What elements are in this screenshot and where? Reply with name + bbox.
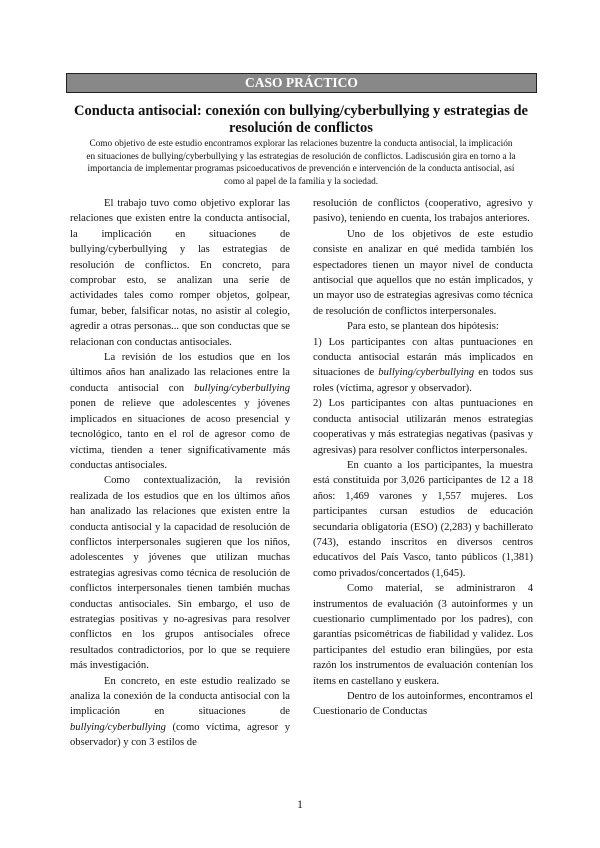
section-banner: CASO PRÁCTICO (66, 73, 537, 93)
right-paragraph-1: resolución de conflictos (cooperativo, agresivo y pasivo), teniendo en cuenta, los trabajos anteriores. (313, 198, 533, 225)
right-paragraph-3: Para esto, se plantean dos hipótesis: (347, 321, 499, 333)
left-column (70, 196, 290, 751)
abstract: Como objetivo de este estudio encontramos explorar las relaciones buzentre la conducta antisocial, la implicación en situaciones de bullying/cyberbullying y las estrategias de resolución de conflictos. Ladiscusión gira en torno a la importancia de implementar programas psicoeducativos de prevención e intervención de la conducta antisocial, así como al papel de la familia y la sociedad. (86, 139, 516, 187)
material-paragraph: Como material, se administraron 4 instrumentos de evaluación (3 autoinformes y un cuestionario cumplimentado por los padres), con garantías psicométricas de fiabilidad y validez. Los participantes del estudio eran bilingües, por esta razón los instrumentos de evaluación contenían los ítems en castellano y euskera. (313, 583, 533, 687)
article-title: Conducta antisocial: conexión con bullying/cyberbullying y estrategias de resolución de conflictos (74, 103, 528, 136)
left-paragraph-4: En concreto, en este estudio realizado se analiza la conexión de la conducta antisocial con la implicación en situaciones de bullying/cyberbullying (como víctima, agresor y observador) y con 3 estilos de (70, 675, 290, 749)
left-paragraph-3: Como contextualización, la revisión realizada de los estudios que en los últimos años han analizado las relaciones que existen entre la conducta antisocial y la capacidad de resolución de conflictos interpersonales sugieren que los niños, adolescentes y jóvenes que utilizan muchas estrategias agresivas como técnica de resolución de conflictos interpersonales tienen también muchas conductas antisociales. Sin embargo, el uso de estrategias positivas y no-agresivas para resolver conflictos en los grupos antisociales ofrece resultados contradictorios, por lo que se requiere más investigación. (70, 475, 290, 672)
hypothesis-1: 1) Los participantes con altas puntuaciones en conducta antisocial estarán más implicados en situaciones de bullying/cyberbullying en todos sus roles (víctima, agresor y observador). (313, 336, 533, 394)
page-number: 1 (297, 799, 303, 811)
participants-paragraph: En cuanto a los participantes, la muestra está constituida por 3,026 participantes de 12 a 18 años: 1,469 varones y 1,557 mujeres. Los participantes cursan estudios de educación secundaria obligatoria (ESO) (2,283) y bachillerato (743), estando inscritos en diversos centros educativos del País Vasco, tanto públicos (1,381) como privados/concertados (1,645). (313, 459, 533, 579)
right-paragraph-2: Uno de los objetivos de este estudio consiste en analizar en qué medida también los espectadores tienen un mayor nivel de conducta antisocial que aquellos que no están implicados, y un mayor uso de estrategias agresivas como técnica de resolución de conflictos interpersonales. (313, 228, 533, 317)
right-column (313, 196, 533, 720)
self-reports-paragraph: Dentro de los autoinformes, encontramos el Cuestionario de Conductas (313, 691, 533, 718)
hypothesis-2: 2) Los participantes con altas puntuaciones en conducta antisocial utilizarán menos estrategias cooperativas y más estrategias negativas (pasivas y agresivas) para resolver conflictos interpersonales. (313, 398, 533, 456)
left-paragraph-1: El trabajo tuvo como objetivo explorar las relaciones que existen entre la conducta antisocial, la implicación en situaciones de bullying/cyberbullying y las estrategias de resolución de conflictos. En concreto, para comprobar esto, se analizan una serie de actividades tales como romper objetos, golpear, fumar, beber, falsificar notas, no asistir al colegio, agredir a otras personas... que son conductas que se relacionan con conductas antisociales. (70, 198, 290, 348)
left-paragraph-2: La revisión de los estudios que en los últimos años han analizado las relaciones entre la conducta antisocial con bullying/cyberbullying ponen de relieve que adolescentes y jóvenes implicados en situaciones de acoso presencial y tecnológico, tanto en el rol de agresor como de víctima, tienden a tener significativamente más conductas antisociales. (70, 352, 290, 471)
